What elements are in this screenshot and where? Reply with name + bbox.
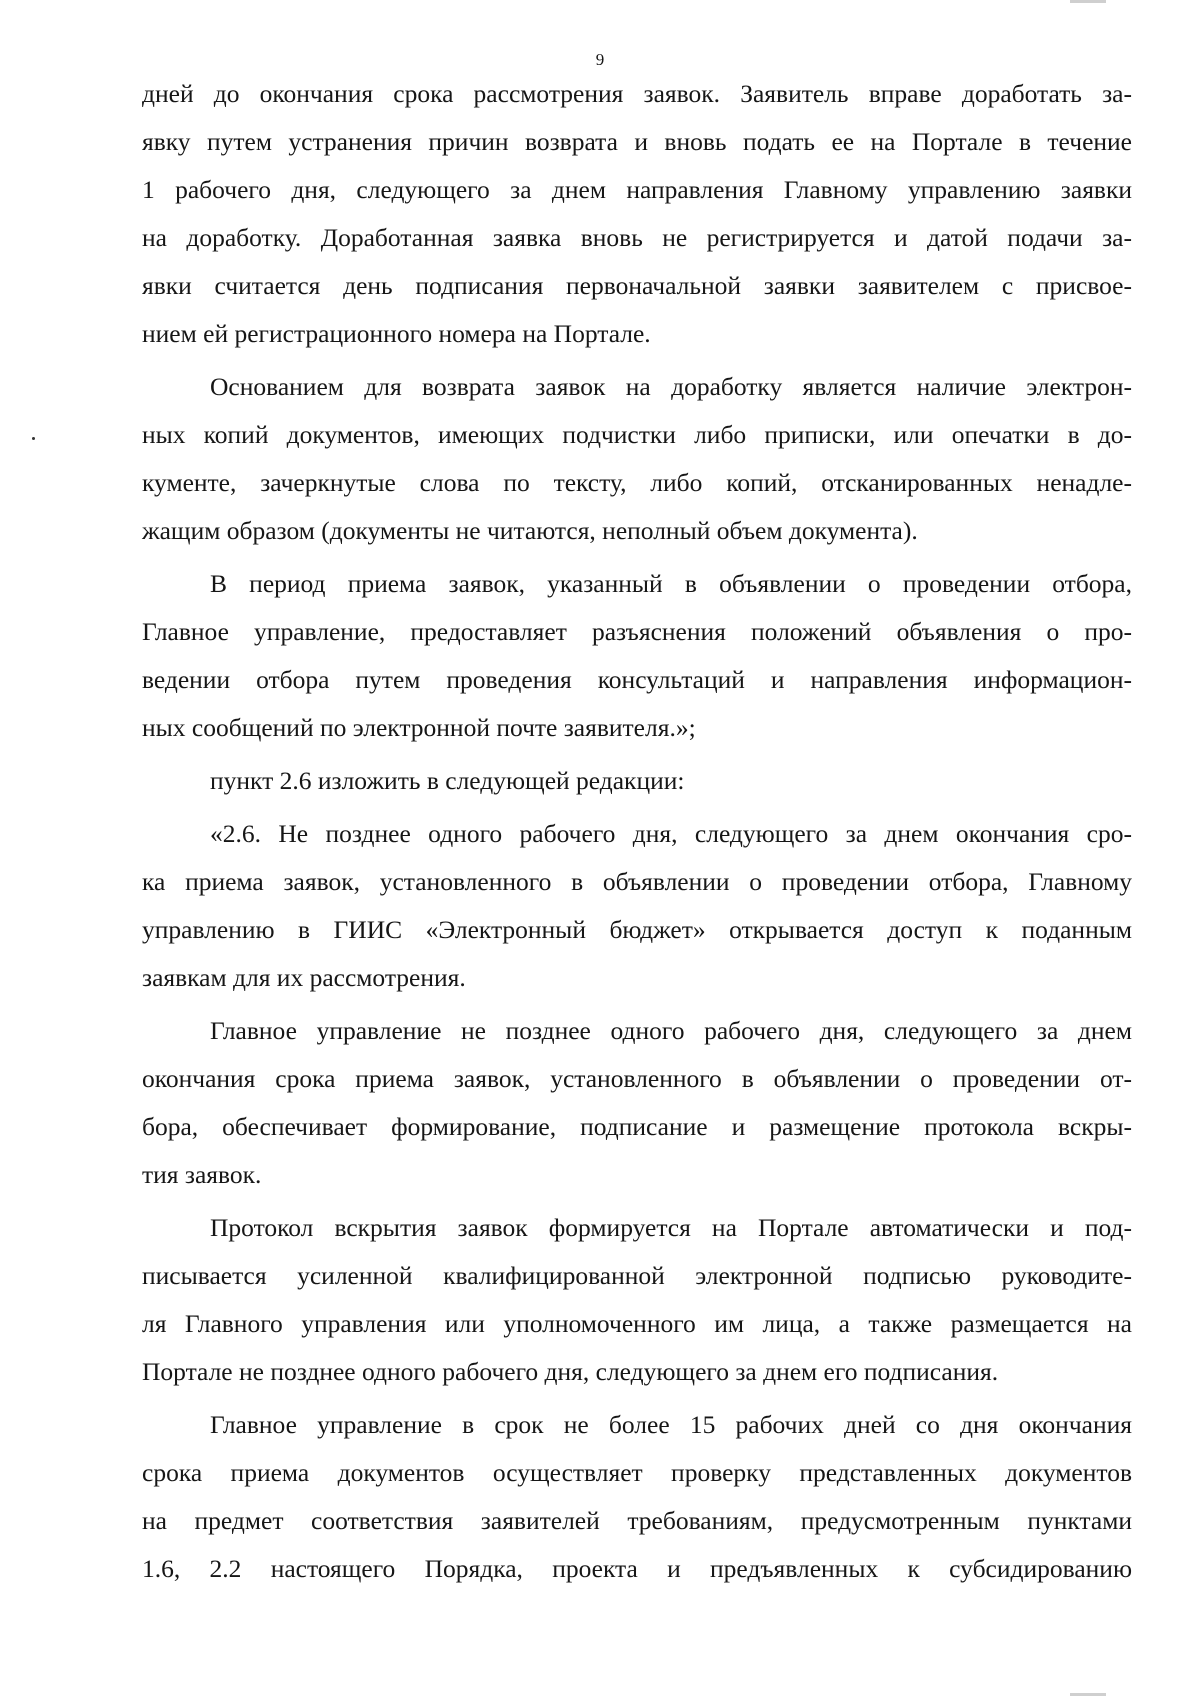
text-line: ных копий документов, имеющих подчистки либо приписки, или опечатки в до- [142, 420, 1132, 449]
page-number: 9 [595, 50, 605, 69]
text-line: В период приема заявок, указанный в объявлении о проведении отбора, [210, 569, 1132, 598]
text-line: бора, обеспечивает формирование, подписание и размещение протокола вскры- [142, 1112, 1132, 1141]
text-line: срока приема документов осуществляет проверку представленных документов [142, 1458, 1132, 1487]
text-line: писывается усиленной квалифицированной электронной подписью руководите- [142, 1261, 1132, 1290]
text-line: управлению в ГИИС «Электронный бюджет» открывается доступ к поданным [142, 915, 1132, 944]
text-line: Главное управление, предоставляет разъяснения положений объявления о про- [142, 617, 1132, 646]
text-line: явку путем устранения причин возврата и вновь подать ее на Портале в течение [142, 127, 1132, 156]
paragraph-clarifications [142, 560, 1132, 752]
text-line: тия заявок. [142, 1160, 262, 1189]
text-line: ведении отбора путем проведения консультаций и направления информацион- [142, 665, 1132, 694]
scan-artifact-bottom [1070, 1693, 1106, 1696]
text-line: на доработку. Доработанная заявка вновь не регистрируется и датой подачи за- [142, 223, 1132, 252]
text-line: 1 рабочего дня, следующего за днем направления Главному управлению заявки [142, 175, 1132, 204]
paragraph-document-check [142, 1401, 1132, 1593]
paragraph-clause-2-6 [142, 810, 1132, 1002]
paragraph-clause-heading [142, 757, 1132, 805]
paragraph-continuation [142, 70, 1132, 358]
text-line: ка приема заявок, установленного в объявлении о проведении отбора, Главному [142, 867, 1132, 896]
text-line: нием ей регистрационного номера на Портале. [142, 319, 651, 348]
text-line: кументе, зачеркнутые слова по тексту, либо копий, отсканированных ненадле- [142, 468, 1132, 497]
text-line: жащим образом (документы не читаются, неполный объем документа). [142, 516, 918, 545]
paragraph-protocol-signing [142, 1204, 1132, 1396]
text-line: 1.6, 2.2 настоящего Порядка, проекта и предъявленных к субсидированию [142, 1554, 1132, 1583]
paragraph-opening-protocol [142, 1007, 1132, 1199]
text-line: ных сообщений по электронной почте заявителя.»; [142, 713, 696, 742]
text-line: заявкам для их рассмотрения. [142, 963, 466, 992]
text-line: «2.6. Не позднее одного рабочего дня, следующего за днем окончания сро- [210, 819, 1132, 848]
text-line: окончания срока приема заявок, установленного в объявлении о проведении от- [142, 1064, 1132, 1093]
text-line: Протокол вскрытия заявок формируется на Портале автоматически и под- [210, 1213, 1132, 1242]
paragraph-return-grounds [142, 363, 1132, 555]
text-line: на предмет соответствия заявителей требованиям, предусмотренным пунктами [142, 1506, 1132, 1535]
text-line: дней до окончания срока рассмотрения заявок. Заявитель вправе доработать за- [142, 79, 1132, 108]
scan-artifact-dot [32, 437, 35, 440]
text-line: ля Главного управления или уполномоченного им лица, а также размещается на [142, 1309, 1132, 1338]
scan-artifact-top [1070, 0, 1106, 3]
document-body [142, 70, 1132, 1598]
text-line: Главное управление в срок не более 15 рабочих дней со дня окончания [210, 1410, 1132, 1439]
text-line: Основанием для возврата заявок на доработку является наличие электрон- [210, 372, 1132, 401]
text-line: пункт 2.6 изложить в следующей редакции: [210, 766, 685, 795]
text-line: явки считается день подписания первоначальной заявки заявителем с присвое- [142, 271, 1132, 300]
text-line: Главное управление не позднее одного рабочего дня, следующего за днем [210, 1016, 1132, 1045]
text-line: Портале не позднее одного рабочего дня, следующего за днем его подписания. [142, 1357, 999, 1386]
